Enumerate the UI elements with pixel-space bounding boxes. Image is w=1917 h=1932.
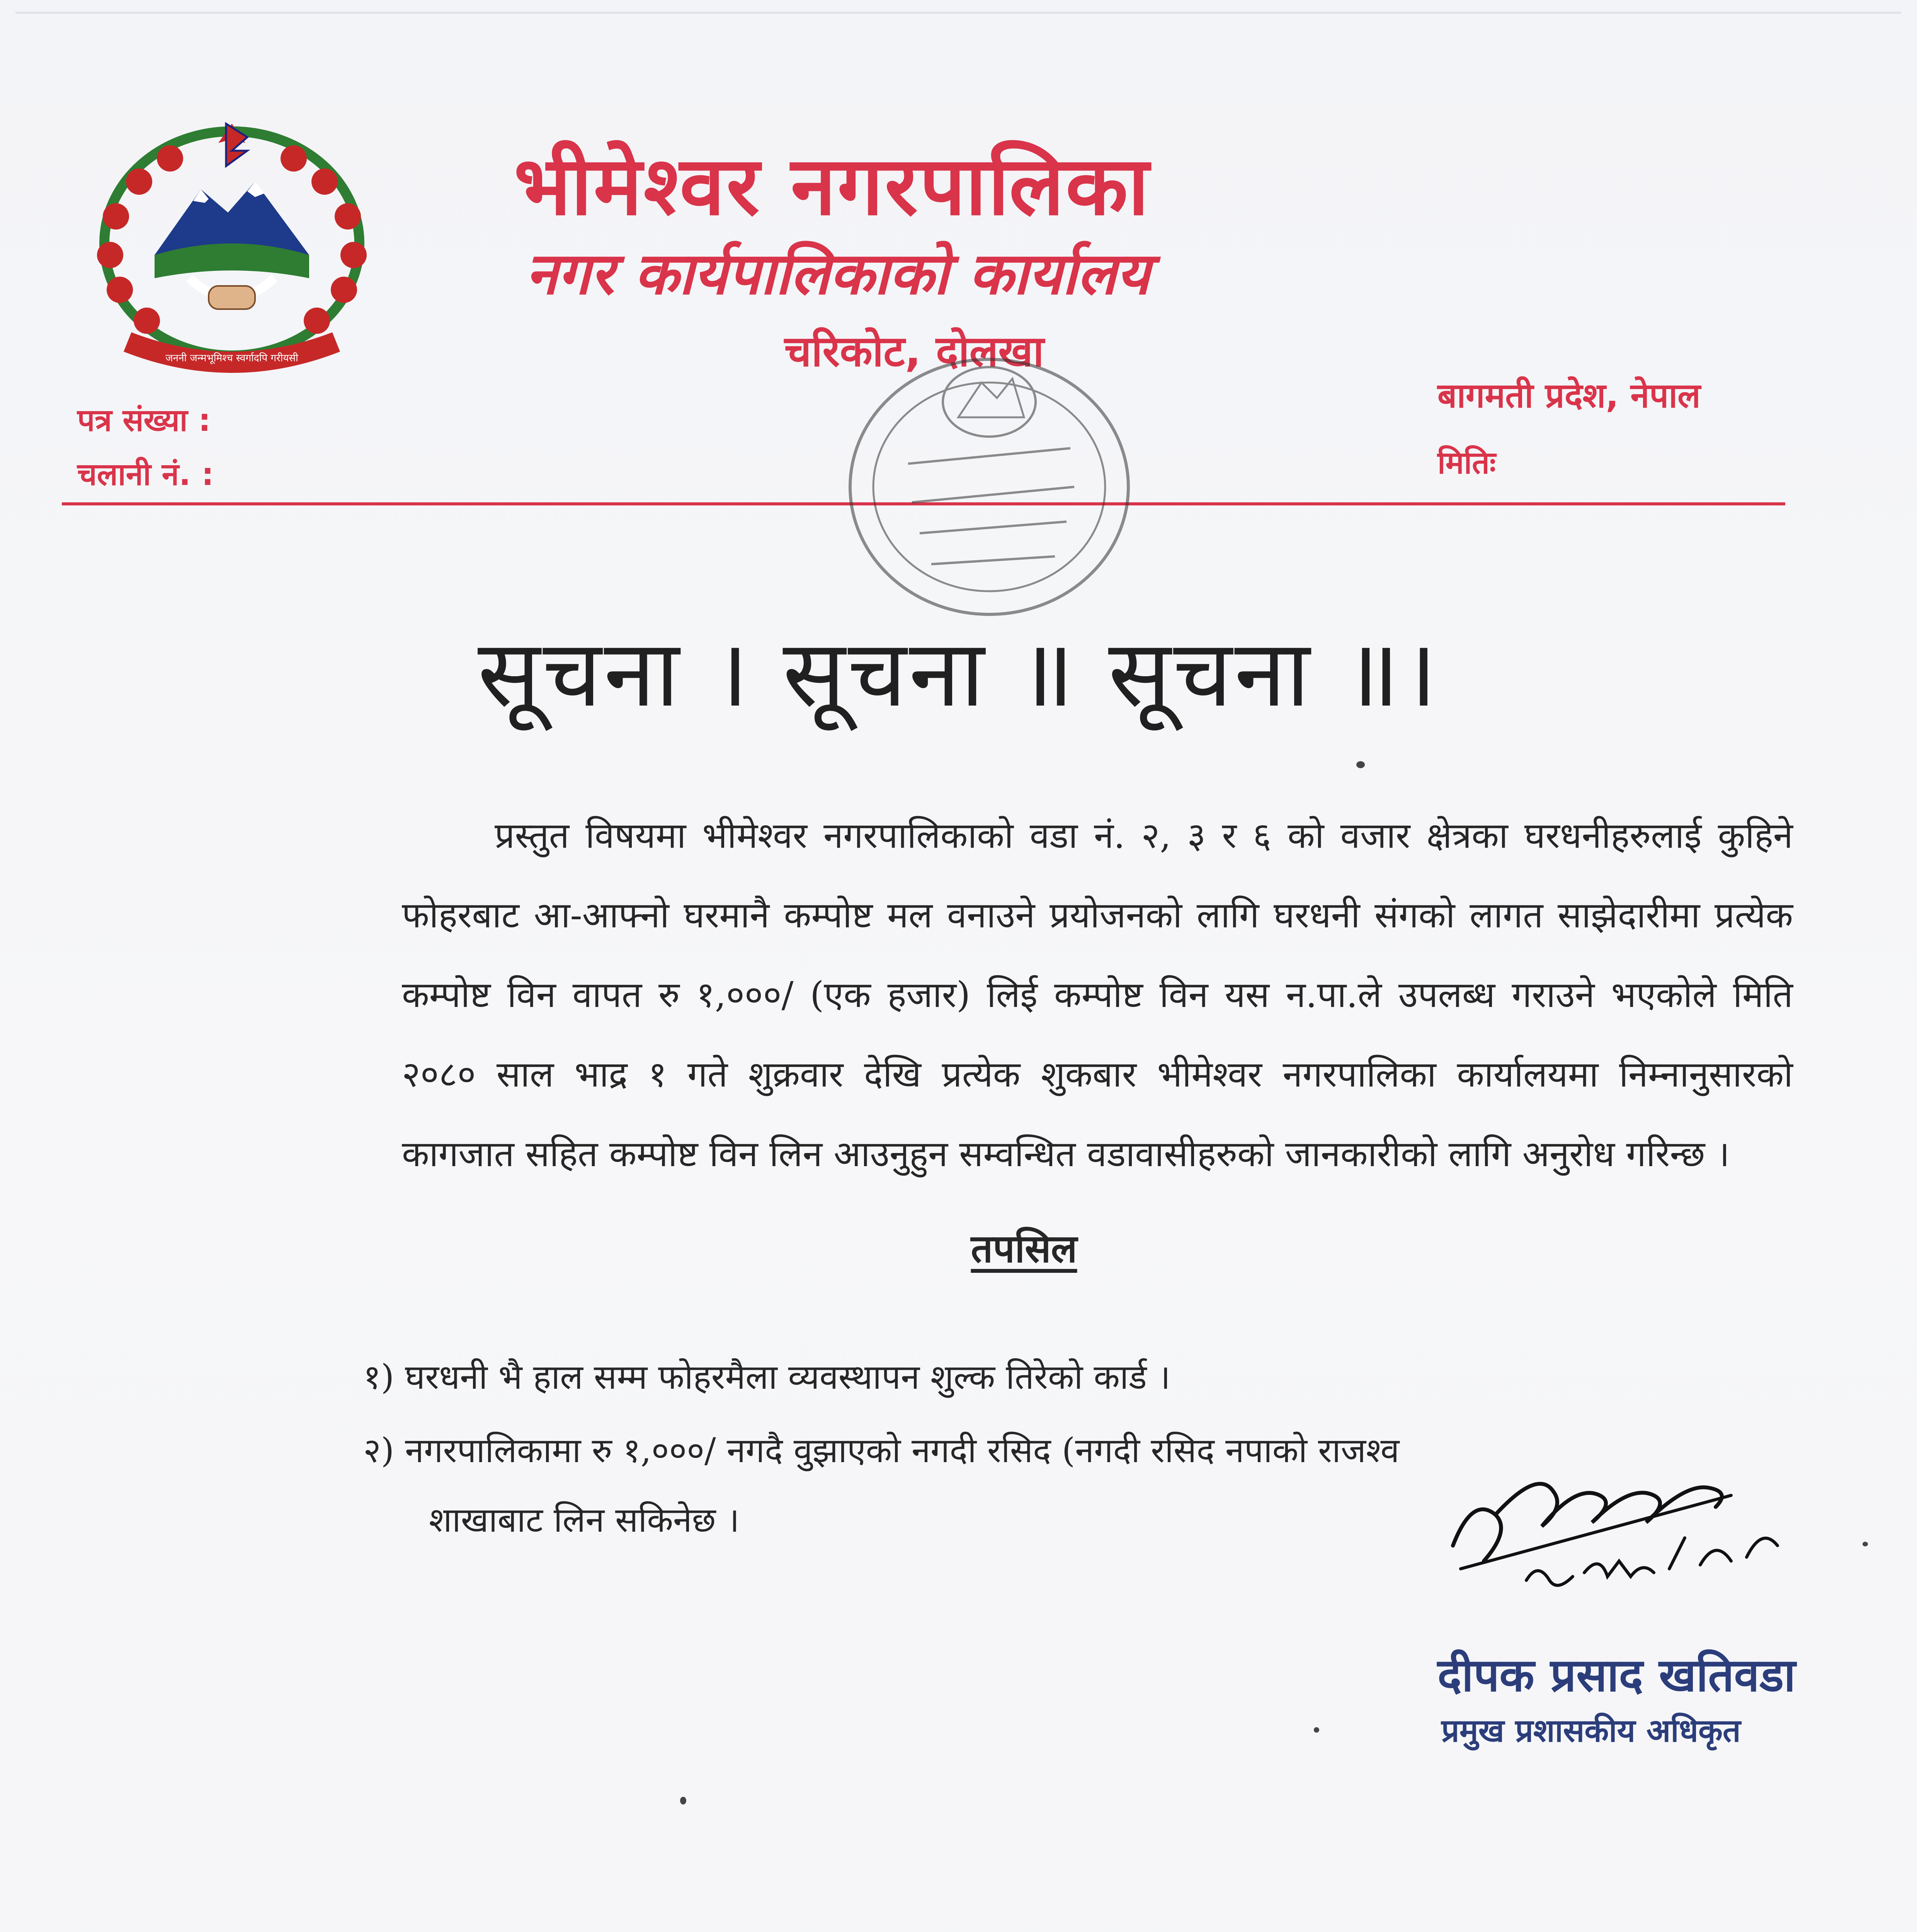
scan-speck	[680, 1797, 686, 1804]
svg-text:जननी जन्मभूमिश्च स्वर्गादपि गर: जननी जन्मभूमिश्च स्वर्गादपि गरीयसी	[165, 352, 298, 364]
nepal-emblem-icon	[73, 116, 390, 379]
date-label: मितिः	[1437, 445, 1496, 481]
page-edge	[15, 12, 1901, 14]
signatory-title: प्रमुख प्रशासकीय अधिकृत	[1441, 1713, 1741, 1749]
office-seal-icon	[831, 340, 1148, 634]
scan-speck	[1863, 1542, 1868, 1546]
schedule-heading: तपसिल	[971, 1226, 1077, 1271]
notice-body: प्रस्तुत विषयमा भीमेश्वर नगरपालिकाको वडा नं. २, ३ र ६ को वजार क्षेत्रका घरधनीहरुलाई कुहिने फोहरबाट आ-आफ्नो घरमानै कम्पोष्ट मल वनाउने प्रयोजनको लागि घरधनी संगको लागत साझेदारीमा प्रत्येक कम्पोष्ट विन वापत रु १,०००/ (एक हजार) लिई कम्पोष्ट विन यस न.पा.ले उपलब्ध गराउने भएकोले मिति २०८० साल भाद्र १ गते शुक्रवार देखि प्रत्येक शुकबार भीमेश्वर नगरपालिका कार्यालयमा निम्नानुसारको कागजात सहित कम्पोष्ट विन लिन आउनुहुन सम्वन्धित वडावासीहरुको जानकारीको लागि अनुरोध गरिन्छ ।	[402, 815, 1793, 1175]
province-label: बागमती प्रदेश, नेपाल	[1437, 376, 1701, 415]
scan-speck	[1356, 761, 1365, 768]
required-document-item: २) नगरपालिकामा रु १,०००/ नगदै वुझाएको नगदी रसिद (नगदी रसिद नपाको राजश्व	[363, 1430, 1400, 1470]
handwritten-signature	[1437, 1399, 1816, 1631]
notice-title: सूचना । सूचना ॥ सूचना ॥।	[478, 619, 1439, 728]
dispatch-number-label: चलानी नं. :	[77, 456, 214, 492]
scan-speck	[1314, 1727, 1319, 1733]
signatory-name: दीपक प्रसाद खतिवडा	[1437, 1648, 1796, 1702]
office-address: चरिकोट, दोलखा	[784, 327, 1044, 376]
required-document-item-continuation: शाखाबाट लिन सकिनेछ ।	[429, 1500, 740, 1540]
office-name: नगर कार्यपालिकाको कार्यालय	[526, 240, 1150, 308]
organization-name: भीमेश्वर नगरपालिका	[514, 139, 1151, 233]
required-document-item: १) घरधनी भै हाल सम्म फोहरमैला व्यवस्थापन शुल्क तिरेको कार्ड ।	[363, 1357, 1171, 1397]
letter-number-label: पत्र संख्या :	[77, 402, 211, 438]
